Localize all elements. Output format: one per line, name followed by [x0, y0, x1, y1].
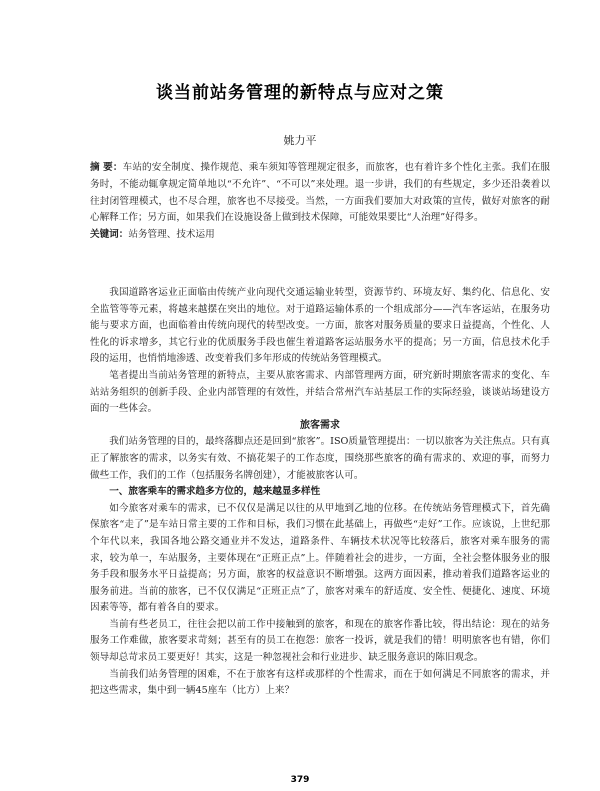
sub-paragraph-2: 当前有些老员工，往往会把以前工作中接触到的旅客，和现在的旅客作番比较，得出结论：现在的站务服务工作难做，旅客要求苛刻；甚至有的员工在抱怨：旅客一投诉，就是我们的错！明明旅客也有错，你们领导却总苛求员工要更好！其实，这是一种忽视社会和行业进步、缺乏服务意识的陈旧观念。	[90, 618, 550, 664]
subheading: 一、旅客乘车的需求趋多方位的，越来越显多样性	[109, 486, 321, 498]
abstract-label: 摘 要：	[90, 162, 123, 173]
section-paragraph: 我们站务管理的目的，最终落脚点还是回到“旅客”。ISO质量管理提出：一切以旅客为关注焦点。只有真正了解旅客的需求，以务实有效、不搞花架子的工作态度，围绕那些旅客的确有需求的、欢迎的事，而努力做些工作，我们的工作（包括服务名牌创建），才能被旅客认可。	[90, 436, 550, 481]
intro-paragraph-1: 我国道路客运业正面临由传统产业向现代交通运输业转型，资源节约、环境友好、集约化、信息化、安全监管等等元素，将越来越摆在突出的地位。对于道路运输体系的一个组成部分——汽车客运站，在服务功能与要求方面，也面临着由传统向现代的转型改变。一方面，旅客对服务质量的要求日益提高，个性化、人性化的诉求增多，其它行业的优质服务手段也催生着道路客运站服务水平的提高；另一方面，信息技术化手段的运用，也悄悄地渗透、改变着我们多年形成的传统站务管理模式。	[90, 287, 550, 365]
sub-paragraph-3: 当前我们站务管理的困难，不在于旅客有这样或那样的个性需求，而在于如何满足不同旅客的需求，并把这些需求，集中到一辆45座车（比方）上来？	[90, 668, 550, 697]
keywords-label: 关键词：	[90, 229, 129, 241]
page-number: 379	[290, 775, 310, 785]
paper-title: 谈当前站务管理的新特点与应对之策	[156, 83, 444, 103]
abstract-block	[90, 160, 550, 244]
body-text	[90, 285, 550, 700]
sub-paragraph-1: 如今旅客对乘车的需求，已不仅仅是满足以往的从甲地到乙地的位移。在传统站务管理模式下，首先确保旅客“走了”是车站日常主要的工作和目标，我们习惯在此基础上，再做些“走好”工作。应该说，上世纪那个年代以来，我国各地公路交通业并不发达，道路条件、车辆技术状况等比较落后，旅客对乘车服务的需求，较为单一，车站服务，主要体现在“正班正点”上。伴随着社会的进步，一方面，全社会整体服务业的服务手段和服务水平日益提高；另方面，旅客的权益意识不断增强。这两方面因素，推动着我们道路客运业的服务前进。当前的旅客，已不仅仅满足“正班正点”了，旅客对乘车的舒适度、安全性、便捷化、速度、环境因素等等，都有着各自的要求。	[90, 502, 550, 614]
abstract-text: 车站的安全制度、操作规范、乘车须知等管理规定很多，而旅客，也有着许多个性化主张。我们在服务时，不能动辄拿规定简单地以“不允许”、“不可以”来处理。退一步讲，我们的有些规定，多少还沿袭着以往封闭管理模式，也不尽合理，旅客也不尽接受。当然，一方面我们要加大对政策的宣传，做好对旅客的耐心解释工作；另方面，如果我们在设施设备上做到技术保障，可能效果要比“人治理”好得多。	[90, 162, 551, 224]
abstract	[90, 160, 550, 227]
intro-paragraph-2: 笔者提出当前站务管理的新特点，主要从旅客需求、内部管理两方面，研究新时期旅客需求的变化、车站站务组织的创新手段、企业内部管理的有效性，并结合常州汽车站基层工作的实际经验，谈谈站场建设方面的一些体会。	[90, 369, 550, 415]
keywords	[90, 227, 550, 244]
author-name: 姚力平	[283, 134, 317, 147]
section-heading: 旅客需求	[300, 419, 340, 431]
keywords-text: 站务管理、技术运用	[128, 229, 215, 241]
